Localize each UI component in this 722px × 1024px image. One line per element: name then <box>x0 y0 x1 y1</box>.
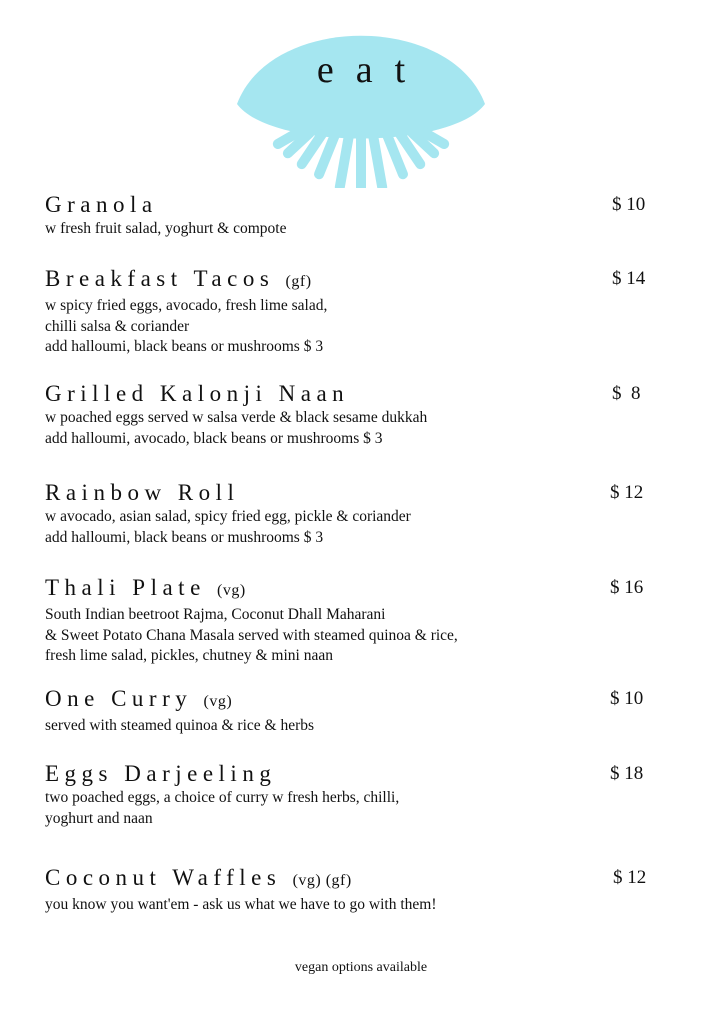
item-description: w fresh fruit salad, yoghurt & compote <box>45 220 287 237</box>
item-price: $ 10 <box>610 688 644 709</box>
eyelash <box>340 136 349 187</box>
item-name: Thali Plate (vg) <box>45 575 246 600</box>
item-name: Grilled Kalonji Naan <box>45 381 350 406</box>
menu-item-granola <box>45 191 655 240</box>
item-description: served with steamed quinoa & rice & herbs <box>45 717 315 734</box>
dietary-tag: (vg) <box>217 582 246 599</box>
item-price: $ 12 <box>610 482 644 503</box>
eat-logo <box>0 0 722 195</box>
item-description: you know you want'em - ask us what we have to go with them! <box>45 896 437 913</box>
dietary-tag: (vg) (gf) <box>292 872 352 889</box>
menu-item-coconut-waffles <box>45 864 655 916</box>
item-name: Rainbow Roll <box>45 480 240 505</box>
item-description: two poached eggs, a choice of curry w fresh herbs, chilli, yoghurt and naan <box>45 789 400 827</box>
menu-item-one-curry <box>45 685 655 737</box>
vegan-note: vegan options available <box>294 960 428 975</box>
item-price: $ 18 <box>610 763 644 784</box>
menu-item-grilled-kalonji-naan <box>45 380 655 449</box>
dietary-tag: (vg) <box>203 693 233 710</box>
item-price: $ 14 <box>612 268 646 289</box>
item-price: $ 16 <box>610 577 644 598</box>
eye-icon <box>225 16 497 188</box>
item-name: Granola <box>45 192 158 217</box>
menu-item-thali-plate <box>45 574 655 667</box>
item-name: Breakfast Tacos (gf) <box>45 266 312 291</box>
item-description: w avocado, asian salad, spicy fried egg, pickle & coriander add halloumi, black beans or mushrooms $ 3 <box>45 508 411 546</box>
menu-item-rainbow-roll <box>45 479 655 548</box>
item-name: Coconut Waffles (vg) (gf) <box>45 865 352 890</box>
menu-item-breakfast-tacos <box>45 265 655 358</box>
dietary-tag: (gf) <box>285 273 312 290</box>
eyelash <box>373 136 382 187</box>
item-price: $ 8 <box>612 383 641 404</box>
item-description: w poached eggs served w salsa verde & black sesame dukkah add halloumi, avocado, black beans or mushrooms $ 3 <box>45 409 428 447</box>
item-name: Eggs Darjeeling <box>45 761 277 786</box>
item-description: South Indian beetroot Rajma, Coconut Dhall Maharani & Sweet Potato Chana Masala served with steamed quinoa & rice, fresh lime salad, pickles, chutney & mini naan <box>45 606 458 664</box>
menu-item-eggs-darjeeling <box>45 760 655 829</box>
menu-title: eat <box>316 49 428 91</box>
item-price: $ 12 <box>613 867 647 888</box>
item-name: One Curry (vg) <box>45 686 233 711</box>
item-description: w spicy fried eggs, avocado, fresh lime salad, chilli salsa & coriander add halloumi, black beans or mushrooms $ 3 <box>45 297 328 355</box>
item-price: $ 10 <box>612 194 646 215</box>
